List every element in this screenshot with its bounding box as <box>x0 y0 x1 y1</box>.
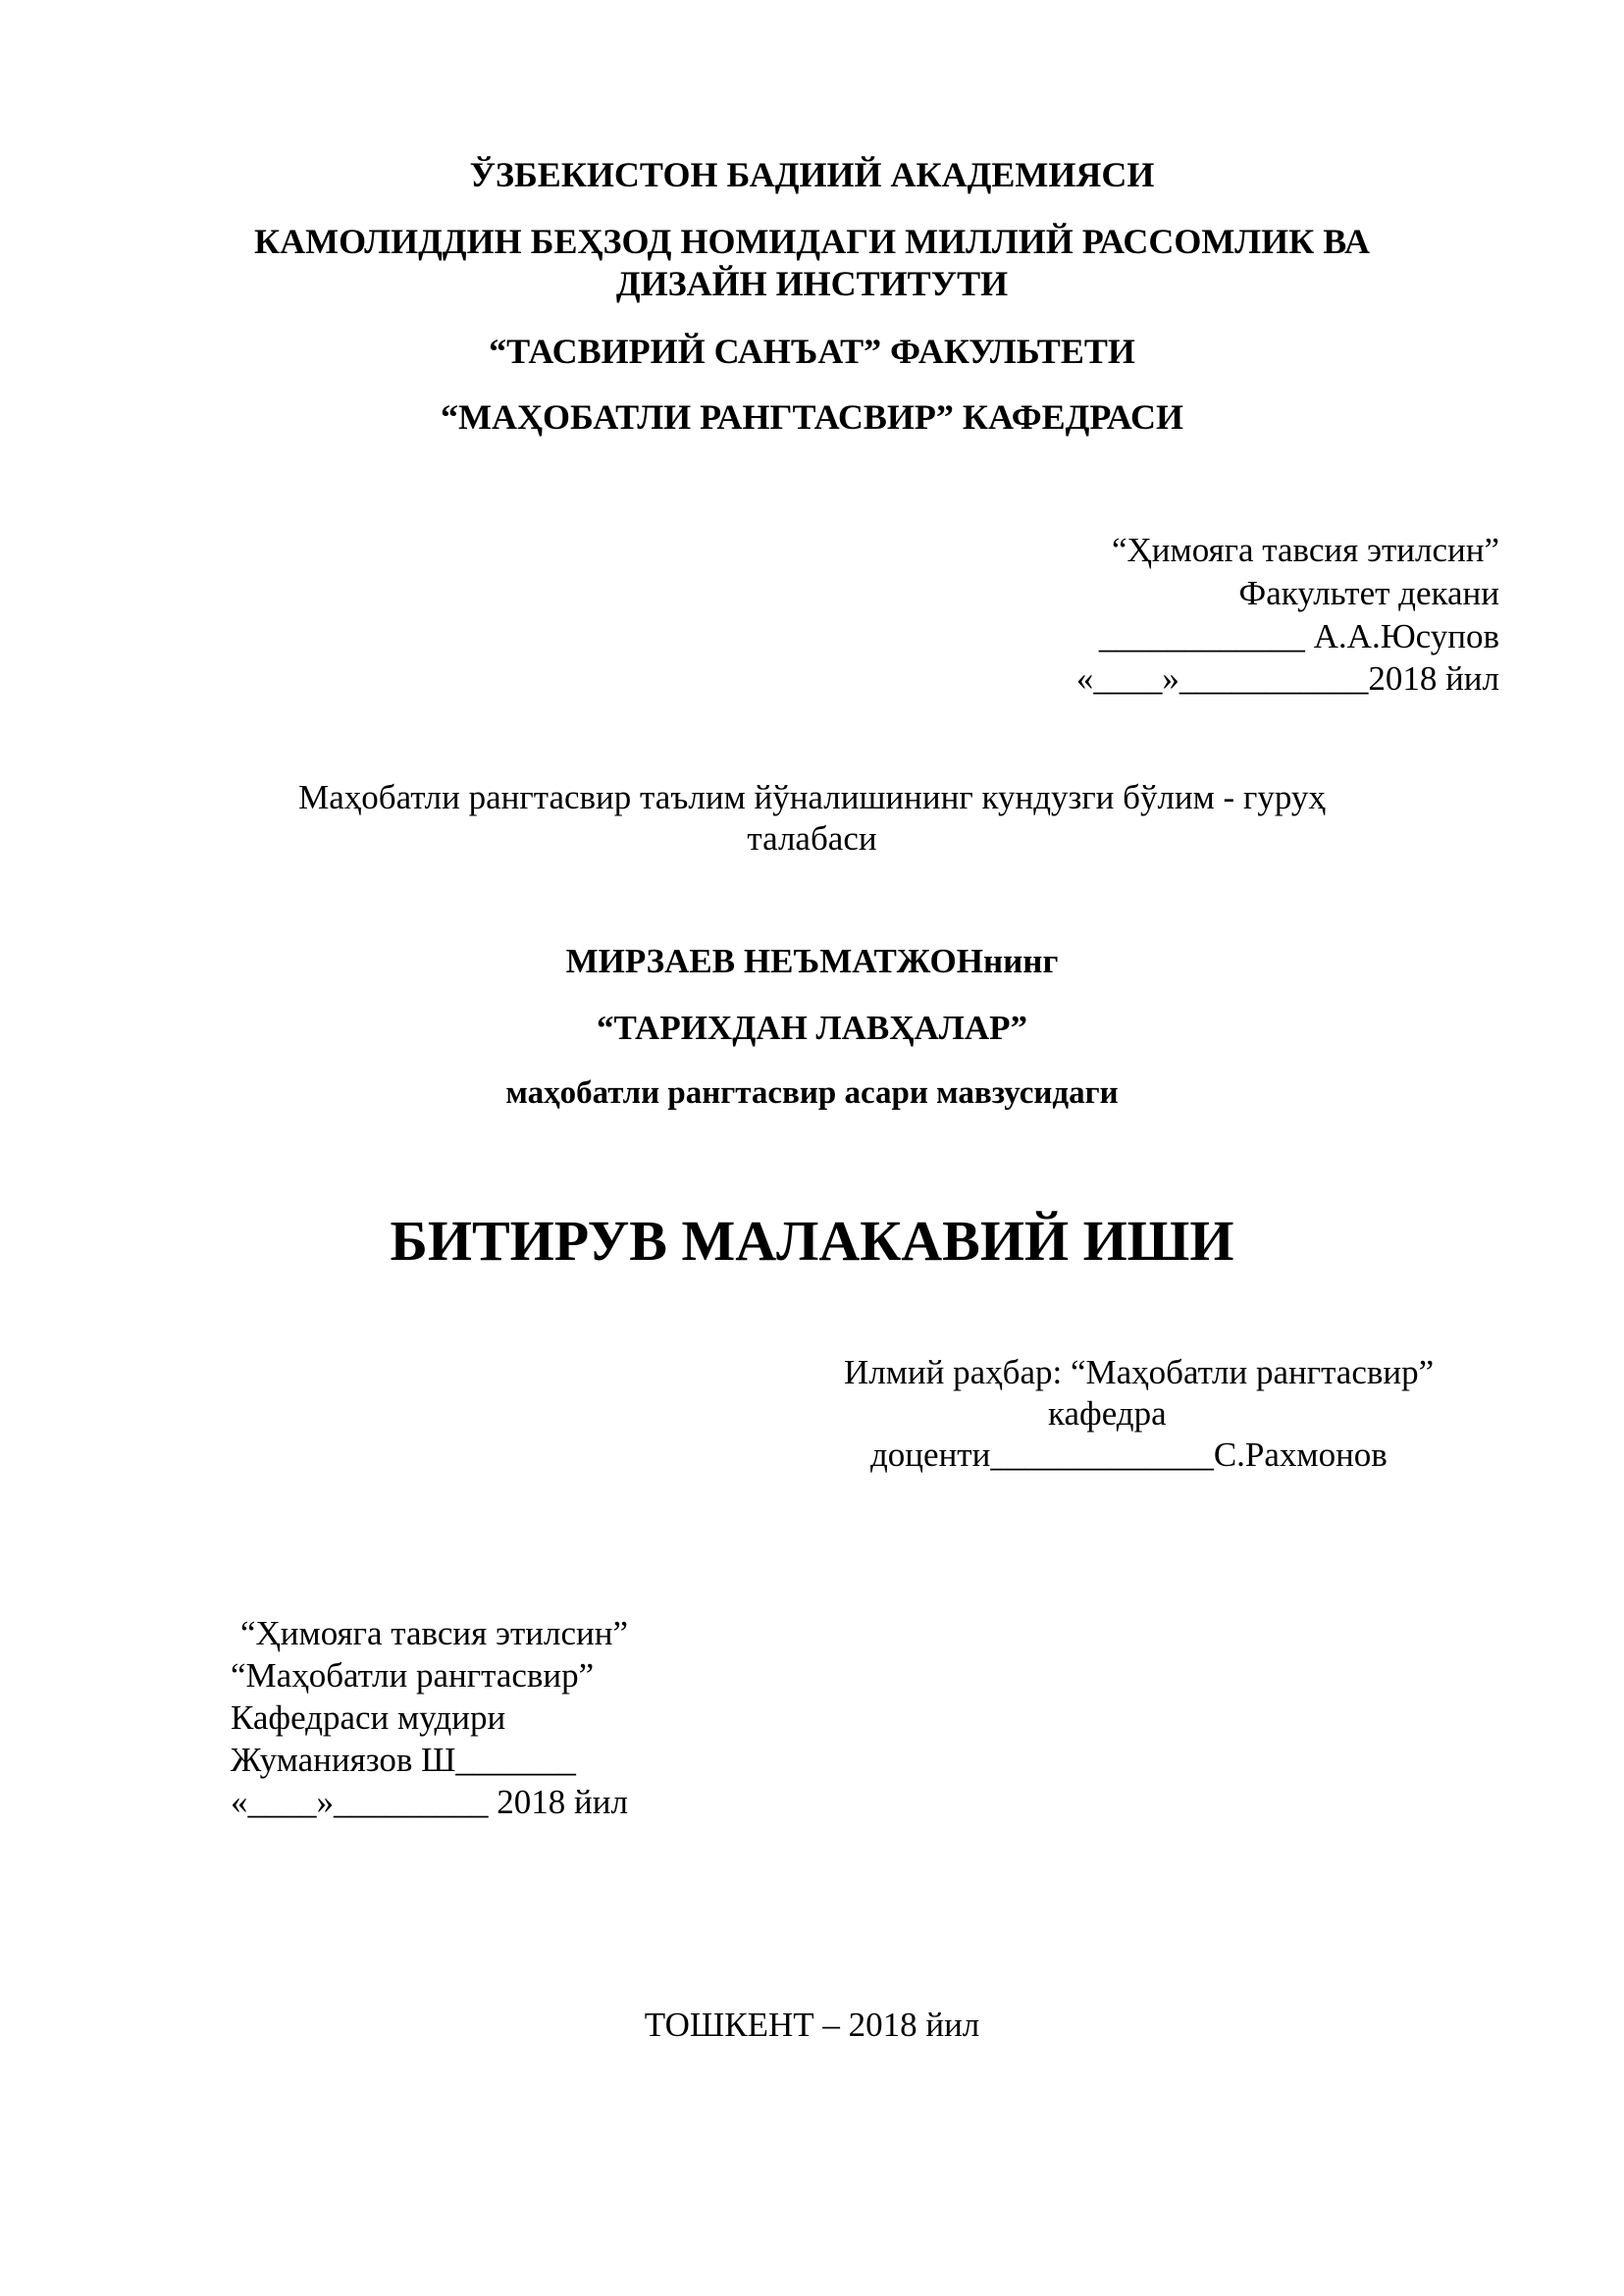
head-department: “Маҳобатли рангтасвир” <box>231 1656 595 1695</box>
dean-recommend-text: “Ҳимояга тавсия этилсин” <box>1112 531 1499 569</box>
faculty-heading: “ТАСВИРИЙ САНЪАТ” ФАКУЛЬТЕТИ <box>489 332 1135 371</box>
dean-signature: ____________ А.А.Юсупов <box>1098 617 1499 655</box>
department-heading: “МАҲОБАТЛИ РАНГТАСВИР” КАФЕДРАСИ <box>440 397 1184 437</box>
topic-description: маҳобатли рангтасвир асари мавзусидаги <box>505 1075 1119 1111</box>
work-title: БИТИРУВ МАЛАКАВИЙ ИШИ <box>390 1209 1234 1273</box>
head-signature: Жуманиязов Ш_______ <box>231 1741 576 1779</box>
head-recommend-text: “Ҳимояга тавсия этилсин” <box>240 1614 628 1652</box>
dean-date: «____»___________2018 йил <box>1075 659 1499 698</box>
dean-title: Факультет декани <box>1238 574 1499 612</box>
supervisor-line1: Илмий раҳбар: “Маҳобатли рангтасвир” <box>844 1353 1435 1391</box>
city-year: ТОШКЕНТ – 2018 йил <box>644 2006 980 2044</box>
student-name: МИРЗАЕВ НЕЪМАТЖОНнинг <box>565 942 1059 980</box>
head-title: Кафедраси мудири <box>231 1698 506 1737</box>
institute-heading-line2: ДИЗАЙН ИНСТИТУТИ <box>615 264 1009 303</box>
head-date: «____»_________ 2018 йил <box>231 1783 628 1821</box>
student-program-line1: Маҳобатли рангтасвир таълим йўналишининг кундузги бўлим - гуруҳ <box>298 778 1326 816</box>
supervisor-line2: кафедра <box>1048 1394 1167 1433</box>
topic-title: “ТАРИХДАН ЛАВҲАЛАР” <box>596 1009 1028 1047</box>
institute-heading-line1: КАМОЛИДДИН БЕҲЗОД НОМИДАГИ МИЛЛИЙ РАССОМЛИК ВА <box>254 222 1370 261</box>
supervisor-line3: доценти_____________С.Рахмонов <box>870 1435 1388 1474</box>
academy-heading: ЎЗБЕКИСТОН БАДИИЙ АКАДЕМИЯСИ <box>469 155 1155 194</box>
student-program-line2: талабаси <box>747 819 877 858</box>
